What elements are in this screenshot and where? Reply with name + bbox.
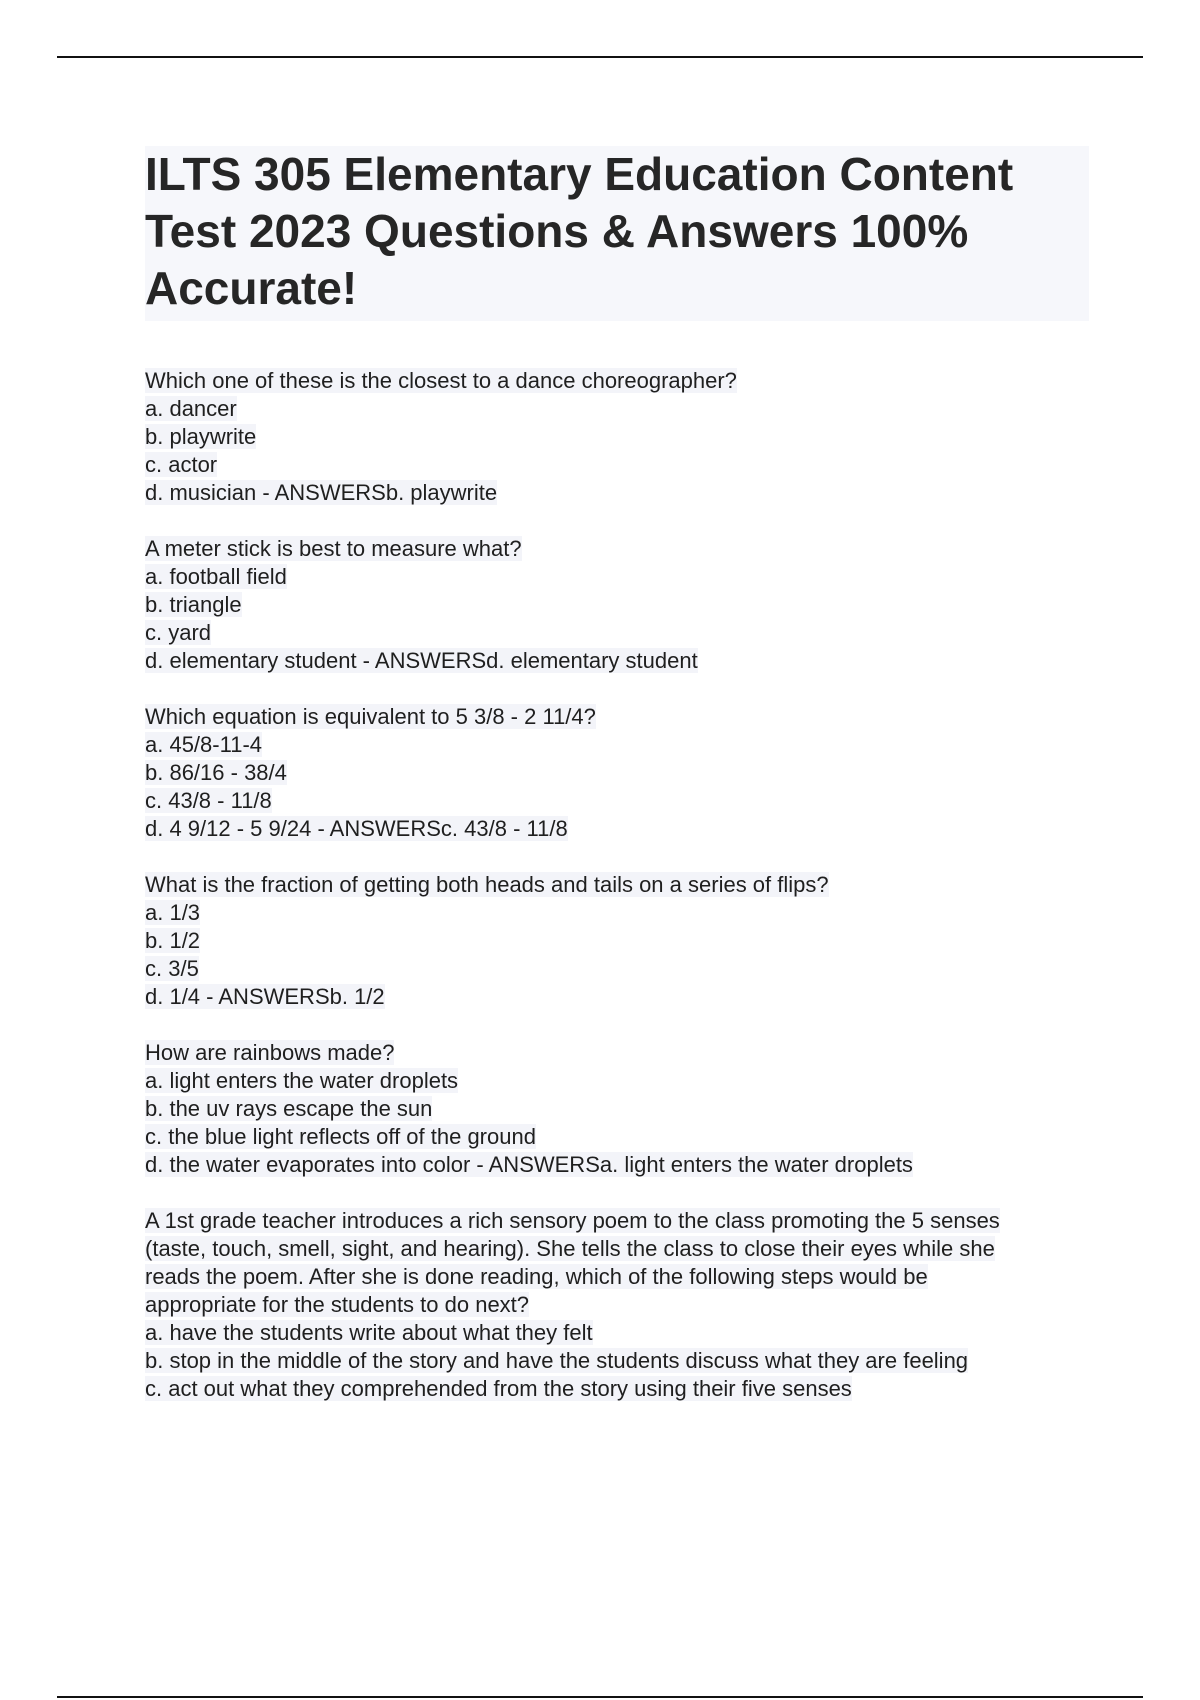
answer-option: b. 1/2 (145, 928, 201, 953)
answer-option: a. football field (145, 564, 287, 589)
document-title: ILTS 305 Elementary Education Content Test 2023 Questions & Answers 100% Accurate! (145, 148, 1014, 314)
question-text-line: (taste, touch, smell, sight, and hearing). She tells the class to close their eyes while she (145, 1236, 995, 1261)
question-text: A meter stick is best to measure what? (145, 536, 522, 561)
qa-item (145, 535, 1095, 675)
title-block (145, 146, 1089, 321)
top-rule (57, 56, 1143, 58)
qa-item (145, 1207, 1095, 1403)
question-text: How are rainbows made? (145, 1040, 395, 1065)
answer-option-with-answer: d. 1/4 - ANSWERSb. 1/2 (145, 984, 385, 1009)
answer-option-with-answer: d. 4 9/12 - 5 9/24 - ANSWERSc. 43/8 - 11/8 (145, 816, 568, 841)
qa-item (145, 703, 1095, 843)
answer-option: c. yard (145, 620, 212, 645)
answer-option: b. playwrite (145, 424, 257, 449)
question-text: Which one of these is the closest to a dance choreographer? (145, 368, 737, 393)
answer-option: b. triangle (145, 592, 242, 617)
answer-option: a. have the students write about what they felt (145, 1320, 593, 1345)
answer-option: a. 45/8-11-4 (145, 732, 263, 757)
answer-option: c. 43/8 - 11/8 (145, 788, 272, 813)
answer-option: b. the uv rays escape the sun (145, 1096, 433, 1121)
answer-option: c. 3/5 (145, 956, 199, 981)
answer-option: a. dancer (145, 396, 237, 421)
answer-option: b. 86/16 - 38/4 (145, 760, 287, 785)
answer-option: a. 1/3 (145, 900, 201, 925)
answer-option: b. stop in the middle of the story and have the students discuss what they are feeling (145, 1348, 969, 1373)
question-text: What is the fraction of getting both heads and tails on a series of flips? (145, 872, 829, 897)
answer-option-with-answer: d. elementary student - ANSWERSd. elementary student (145, 648, 698, 673)
qa-item (145, 1039, 1095, 1179)
question-text: Which equation is equivalent to 5 3/8 - 2 11/4? (145, 704, 596, 729)
qa-item (145, 367, 1095, 507)
qa-content (145, 367, 1095, 1431)
answer-option: a. light enters the water droplets (145, 1068, 459, 1093)
question-text-line: A 1st grade teacher introduces a rich sensory poem to the class promoting the 5 senses (145, 1208, 1000, 1233)
qa-item (145, 871, 1095, 1011)
question-text-line: appropriate for the students to do next? (145, 1292, 530, 1317)
bottom-rule (57, 1696, 1143, 1698)
answer-option: c. actor (145, 452, 218, 477)
answer-option-with-answer: d. the water evaporates into color - ANSWERSa. light enters the water droplets (145, 1152, 913, 1177)
answer-option: c. act out what they comprehended from the story using their five senses (145, 1376, 852, 1401)
answer-option: c. the blue light reflects off of the ground (145, 1124, 536, 1149)
answer-option-with-answer: d. musician - ANSWERSb. playwrite (145, 480, 498, 505)
question-text-line: reads the poem. After she is done reading, which of the following steps would be (145, 1264, 928, 1289)
